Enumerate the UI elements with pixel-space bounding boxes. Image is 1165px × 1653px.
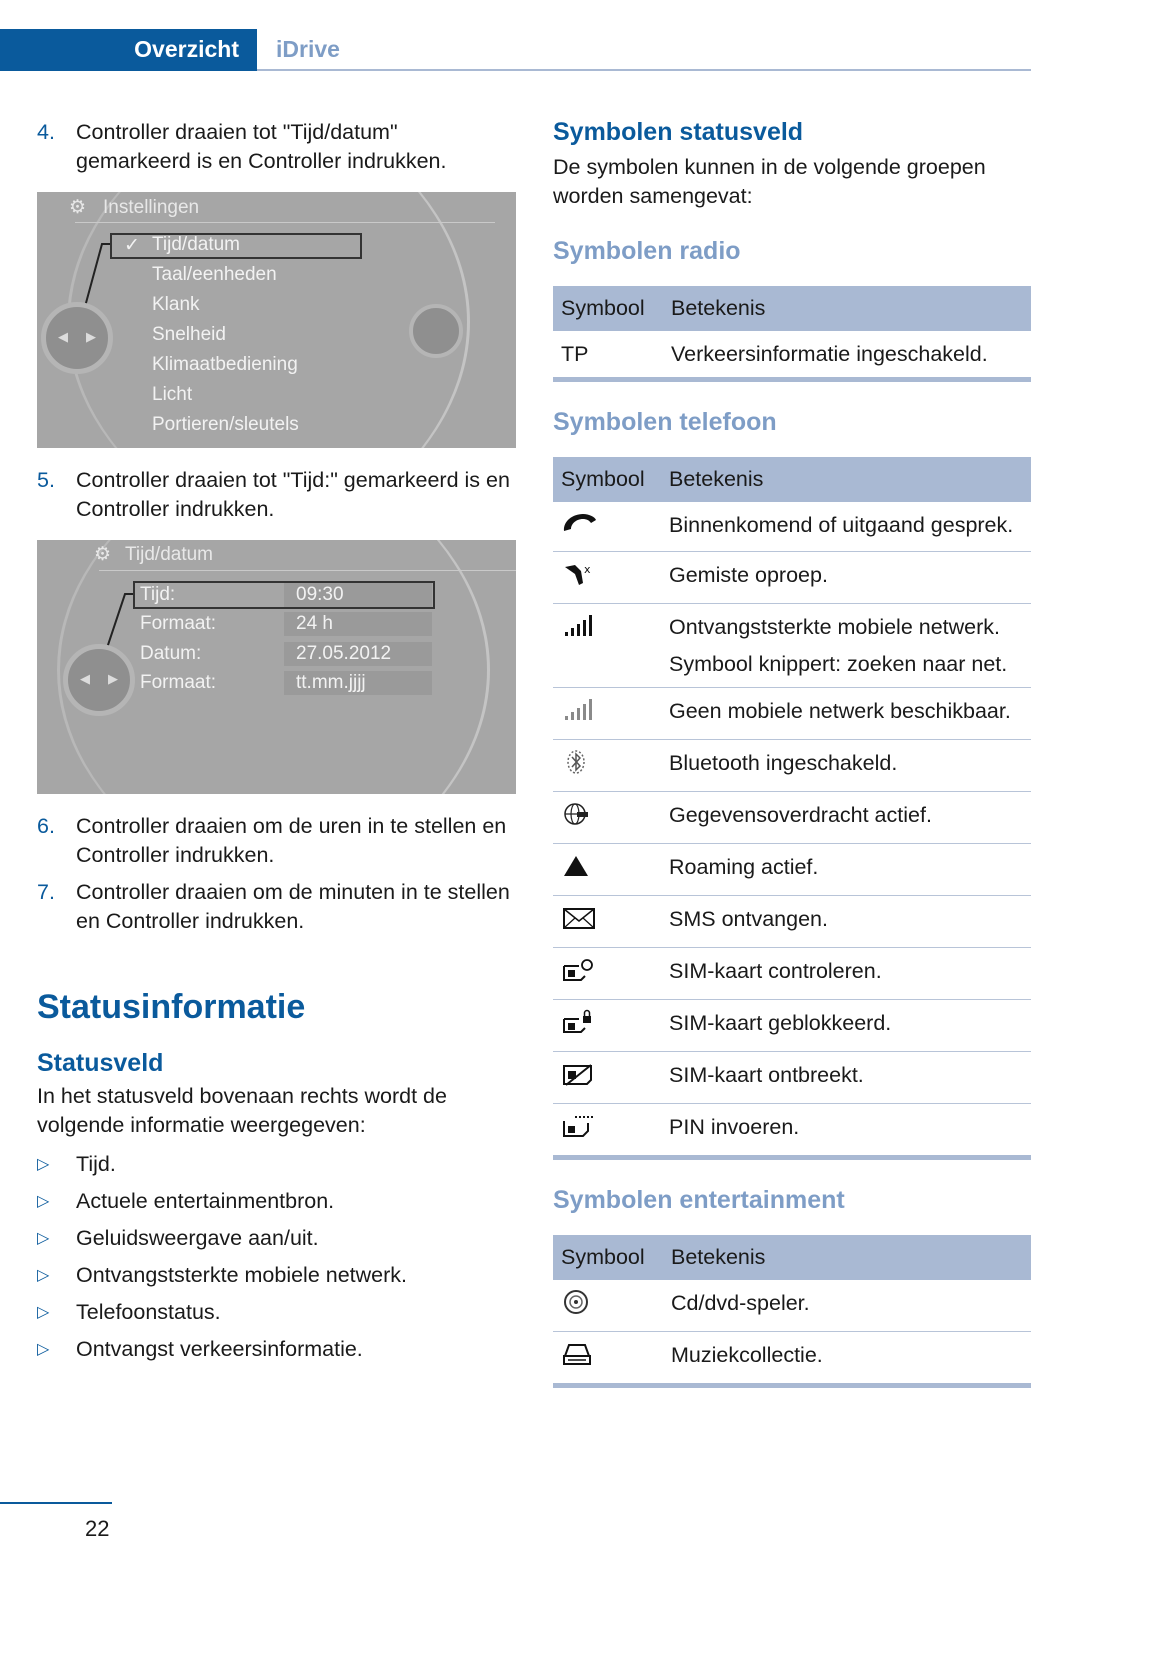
signal-strength-icon — [561, 613, 599, 639]
sim-locked-icon — [561, 1009, 599, 1035]
field-value-datum-formaat[interactable]: tt.mm.jjjj — [284, 671, 432, 695]
pin-entry-icon — [561, 1113, 599, 1139]
step-text: Controller draaien tot "Tijd:" gemarkeerd is en Controller indrukken. — [76, 468, 510, 521]
table-row: x Gemiste oproep. — [553, 552, 1031, 604]
sms-icon — [561, 905, 599, 931]
list-item: ▷ Actuele entertainmentbron. — [37, 1183, 517, 1220]
menu-item-licht[interactable]: Licht — [152, 384, 193, 405]
svg-text:x: x — [584, 563, 591, 576]
left-column — [37, 118, 517, 1368]
step-number: 6. — [37, 814, 55, 838]
statusveld-intro: In het statusveld bovenaan rechts wordt de volgende informatie weergegeven: — [37, 1084, 447, 1137]
field-value-formaat[interactable]: 24 h — [284, 612, 432, 636]
step-number: 4. — [37, 120, 55, 144]
table-header — [553, 1235, 1031, 1280]
step-7 — [37, 878, 517, 936]
field-label-datum-formaat: Formaat: — [140, 672, 217, 693]
menu-item-portieren-sleutels[interactable]: Portieren/sleutels — [152, 414, 299, 435]
bullet-triangle-icon: ▷ — [37, 1304, 50, 1321]
no-signal-icon — [561, 697, 599, 723]
bullet-triangle-icon: ▷ — [37, 1193, 50, 1210]
screen-tijd-datum — [37, 540, 516, 794]
table-row: Bluetooth ingeschakeld. — [553, 740, 1031, 792]
field-label-datum: Datum: — [140, 643, 202, 664]
symbol-tp: TP — [553, 331, 663, 380]
screen-title: Tijd/datum — [125, 544, 213, 565]
settings-gear-icon: ⚙ — [69, 197, 87, 218]
table-row: TP Verkeersinformatie ingeschakeld. — [553, 331, 1031, 380]
list-item: ▷ Ontvangststerkte mobiele netwerk. — [37, 1257, 517, 1294]
table-row: SMS ontvangen. — [553, 896, 1031, 948]
field-label-tijd: Tijd: — [140, 584, 176, 605]
col-symbol: Symbool — [553, 286, 663, 331]
header-section-tab — [0, 29, 257, 71]
header-subsection-label: iDrive — [276, 36, 340, 62]
col-meaning: Betekenis — [663, 286, 1031, 331]
menu-item-tijd-datum[interactable]: Tijd/datum — [152, 234, 240, 255]
bullet-triangle-icon: ▷ — [37, 1341, 50, 1358]
cd-dvd-icon — [561, 1289, 599, 1315]
list-item: ▷ Telefoonstatus. — [37, 1294, 517, 1331]
bullet-triangle-icon: ▷ — [37, 1267, 50, 1284]
telefoon-symbols-table — [553, 457, 1031, 1160]
music-collection-icon — [561, 1341, 599, 1367]
section-heading: Statusinformatie — [37, 988, 306, 1026]
list-item: ▷ Tijd. — [37, 1146, 517, 1183]
controller-knob-icon: ◀ ▶ — [41, 302, 113, 374]
symbols-intro: De symbolen kunnen in de volgende groepen worden samengevat: — [553, 155, 986, 208]
bluetooth-icon — [561, 749, 599, 775]
status-info-list — [37, 1146, 517, 1368]
table-row: SIM-kaart ontbreekt. — [553, 1052, 1031, 1104]
step-text: Controller draaien om de uren in te stellen en Controller indrukken. — [76, 814, 507, 867]
table-row: Gegevensoverdracht actief. — [553, 792, 1031, 844]
step-6 — [37, 812, 517, 870]
table-row: Binnenkomend of uitgaand gesprek. — [553, 502, 1031, 552]
menu-item-klank[interactable]: Klank — [152, 294, 200, 315]
step-number: 5. — [37, 468, 55, 492]
list-item: ▷ Ontvangst verkeersinformatie. — [37, 1331, 517, 1368]
subsection-heading: Statusveld — [37, 1049, 164, 1077]
table-row: Roaming actief. — [553, 844, 1031, 896]
menu-item-klimaatbediening[interactable]: Klimaatbediening — [152, 354, 298, 375]
screen-title: Instellingen — [103, 197, 200, 218]
screen-instellingen — [37, 192, 516, 448]
controller-knob-icon: ◀ ▶ — [63, 644, 135, 716]
menu-item-snelheid[interactable]: Snelheid — [152, 324, 226, 345]
table-row: SIM-kaart geblokkeerd. — [553, 1000, 1031, 1052]
table-header — [553, 457, 1031, 502]
data-transfer-icon — [561, 801, 599, 827]
radio-symbols-table — [553, 286, 1031, 382]
footer-divider — [0, 1502, 112, 1504]
roaming-icon — [561, 853, 599, 879]
settings-gear-icon: ⚙ — [94, 544, 112, 565]
sim-missing-icon — [561, 1061, 599, 1087]
page-number: 22 — [85, 1516, 110, 1541]
radio-heading: Symbolen radio — [553, 237, 741, 265]
bullet-triangle-icon: ▷ — [37, 1230, 50, 1247]
menu-item-taal-eenheden[interactable]: Taal/eenheden — [152, 264, 277, 285]
col-symbol: Symbool — [553, 457, 661, 502]
header-divider — [257, 69, 1031, 71]
phone-call-icon — [561, 511, 599, 535]
col-meaning: Betekenis — [661, 457, 1031, 502]
table-row: Geen mobiele netwerk beschikbaar. — [553, 688, 1031, 740]
step-number: 7. — [37, 880, 55, 904]
table-row: SIM-kaart controleren. — [553, 948, 1031, 1000]
table-row: Ontvangststerkte mobiele netwerk. Symbool knippert: zoeken naar net. — [553, 604, 1031, 688]
header-section-label: Overzicht — [134, 36, 239, 62]
sim-check-icon — [561, 957, 599, 983]
right-column — [553, 118, 1031, 1388]
options-knob-icon — [409, 304, 463, 358]
bullet-triangle-icon: ▷ — [37, 1156, 50, 1173]
list-item: ▷ Geluidsweergave aan/uit. — [37, 1220, 517, 1257]
symbols-heading: Symbolen statusveld — [553, 118, 804, 146]
table-row: Muziekcollectie. — [553, 1332, 1031, 1386]
table-header — [553, 286, 1031, 331]
col-meaning: Betekenis — [663, 1235, 1031, 1280]
step-text: Controller draaien om de minuten in te stellen en Controller indrukken. — [76, 880, 510, 933]
field-label-formaat: Formaat: — [140, 613, 217, 634]
missed-call-icon — [561, 561, 599, 587]
table-row: Cd/dvd-speler. — [553, 1280, 1031, 1332]
step-text: Controller draaien tot "Tijd/datum" gemarkeerd is en Controller indrukken. — [76, 120, 447, 173]
table-row: PIN invoeren. — [553, 1104, 1031, 1158]
step-4 — [37, 118, 517, 176]
field-value-datum[interactable]: 27.05.2012 — [284, 642, 432, 666]
field-value-tijd[interactable]: 09:30 — [284, 583, 432, 607]
col-symbol: Symbool — [553, 1235, 663, 1280]
telefoon-heading: Symbolen telefoon — [553, 408, 777, 436]
entertainment-heading: Symbolen entertainment — [553, 1186, 845, 1214]
step-5 — [37, 466, 517, 524]
check-icon: ✓ — [124, 235, 140, 256]
entertainment-symbols-table — [553, 1235, 1031, 1388]
